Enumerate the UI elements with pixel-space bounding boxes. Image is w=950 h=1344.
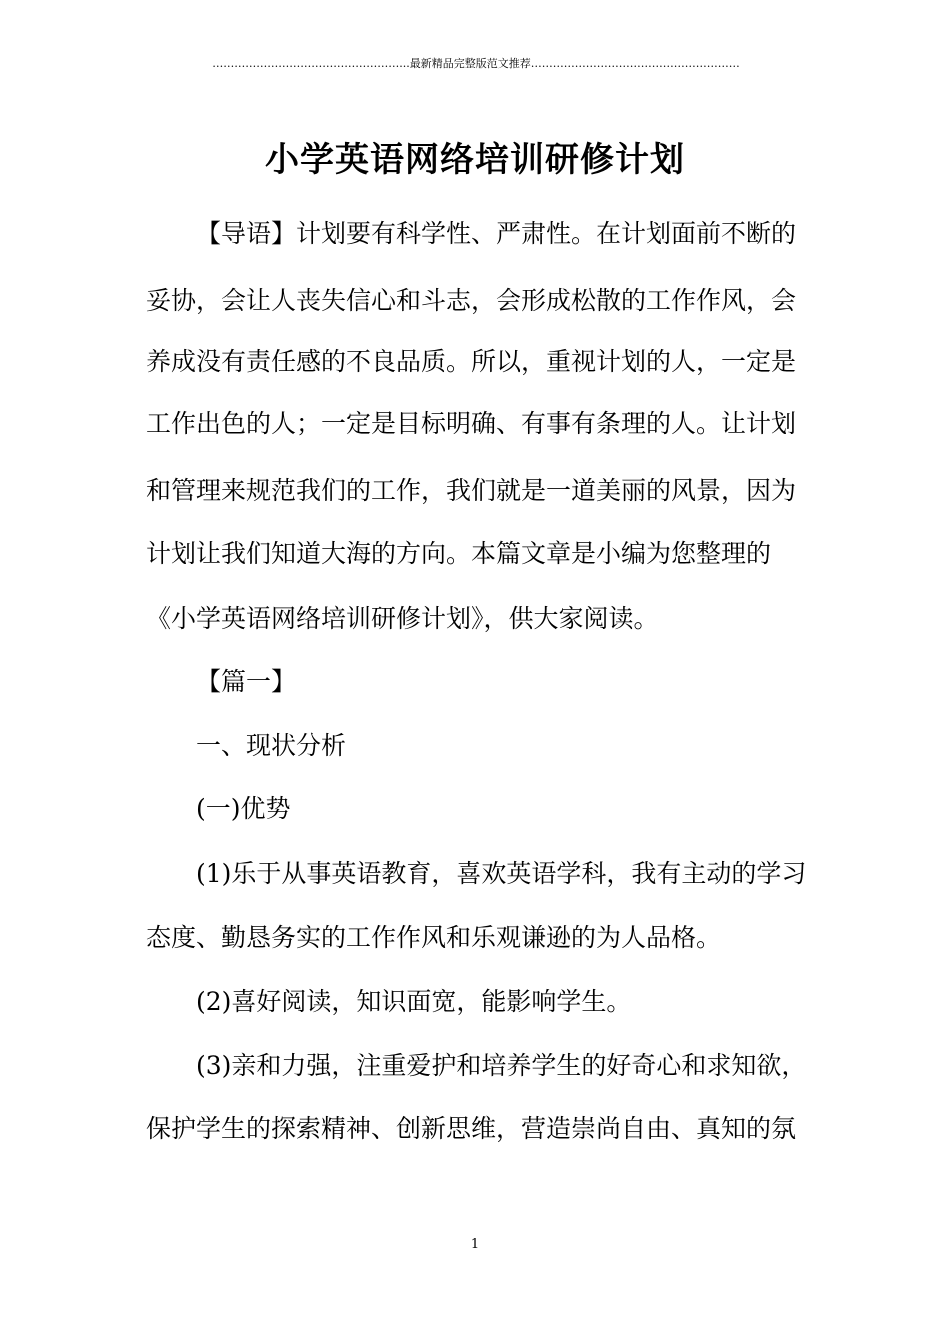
subsection-heading: 一、现状分析 [196,731,347,760]
body-line: 保护学生的探索精神、创新思维，营造崇尚自由、真知的氛 [146,1114,797,1143]
body-line: 计划让我们知道大海的方向。本篇文章是小编为您整理的 [146,539,772,568]
document-title: 小学英语网络培训研修计划 [265,140,685,180]
section-heading: 【篇一】 [196,667,297,696]
body-line: 《小学英语网络培训研修计划》，供大家阅读。 [146,604,659,633]
body-line: (2)喜好阅读，知识面宽，能影响学生。 [196,987,632,1016]
body-line: (1)乐于从事英语教育，喜欢英语学科，我有主动的学习 [196,859,807,888]
body-line: 态度、勤恳务实的工作作风和乐观谦逊的为人品格。 [146,923,722,952]
page-number: 1 [470,1237,480,1252]
subsection-heading: (一)优势 [196,794,291,823]
body-line: (3)亲和力强，注重爱护和培养学生的好奇心和求知欲， [196,1051,807,1080]
page-header: ……………………………………………...最新精品完整版范文推荐………………………………………………… [212,57,740,70]
body-line: 妥协，会让人丧失信心和斗志，会形成松散的工作作风，会 [146,286,797,315]
body-line: 和管理来规范我们的工作，我们就是一道美丽的风景，因为 [146,476,797,505]
body-line: 工作出色的人；一定是目标明确、有事有条理的人。让计划 [146,409,797,438]
body-line: 【导语】计划要有科学性、严肃性。在计划面前不断的 [196,219,797,248]
body-line: 养成没有责任感的不良品质。所以，重视计划的人，一定是 [146,347,797,376]
